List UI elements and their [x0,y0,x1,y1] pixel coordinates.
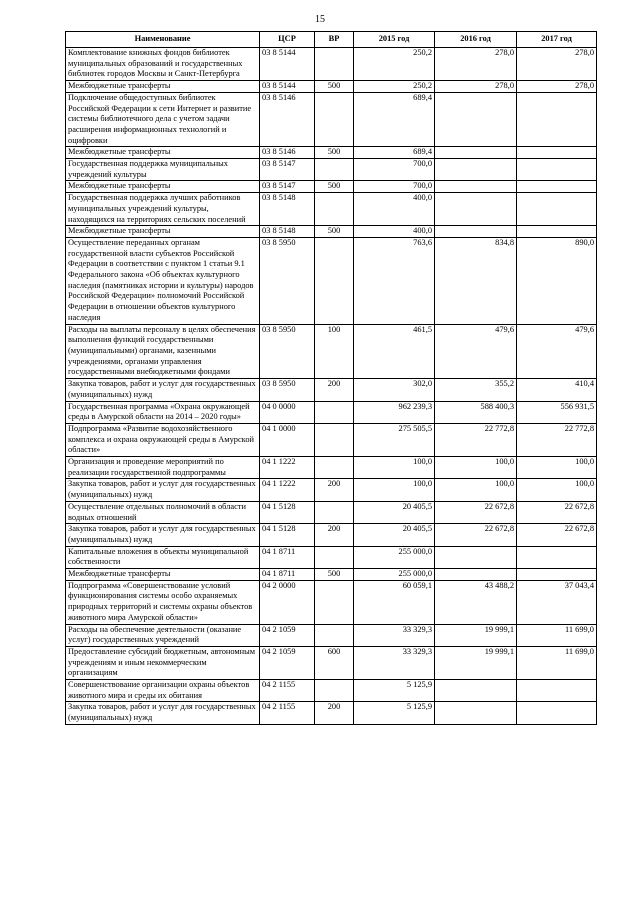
cell-vr: 200 [315,479,354,501]
cell-name: Подпрограмма «Совершенствование условий функционирования системы особо охраняемых природных территорий и системы охраны объектов животного мира Амурской области» [66,580,260,624]
cell-vr [315,159,354,181]
cell-name: Государственная поддержка лучших работников муниципальных учреждений культуры, находящихся на территориях сельских поселений [66,193,260,226]
cell-2017 [517,193,597,226]
header-csr: ЦСР [260,32,315,48]
table-row [66,546,597,568]
table-row [66,237,597,324]
header-2017: 2017 год [517,32,597,48]
table-row [66,501,597,523]
cell-2015: 689,4 [354,147,435,159]
cell-csr: 04 0 0000 [260,401,315,423]
cell-vr [315,580,354,624]
cell-2015: 100,0 [354,479,435,501]
cell-2015: 763,6 [354,237,435,324]
cell-2015: 700,0 [354,181,435,193]
cell-name: Комплектование книжных фондов библиотек муниципальных образований и государственных библиотек городов Москвы и Санкт-Петербурга [66,48,260,81]
cell-2016: 278,0 [435,48,517,81]
cell-2017: 100,0 [517,457,597,479]
cell-csr: 04 2 1059 [260,624,315,646]
cell-2016 [435,159,517,181]
cell-name: Межбюджетные трансферты [66,147,260,159]
cell-2016 [435,193,517,226]
table-row [66,379,597,401]
cell-2017 [517,680,597,702]
page-number: 15 [315,14,325,25]
cell-2015: 5 125,9 [354,702,435,724]
cell-vr [315,501,354,523]
cell-2017: 479,6 [517,324,597,379]
cell-2017 [517,702,597,724]
cell-2017 [517,147,597,159]
cell-vr [315,193,354,226]
cell-name: Государственная программа «Охрана окружающей среды в Амурской области на 2014 – 2020 годы» [66,401,260,423]
table-row [66,147,597,159]
cell-name: Капитальные вложения в объекты муниципальной собственности [66,546,260,568]
cell-csr: 03 8 5147 [260,181,315,193]
cell-2017: 11 699,0 [517,646,597,679]
cell-2017 [517,181,597,193]
cell-csr: 03 8 5148 [260,193,315,226]
table-row [66,81,597,93]
cell-2015: 20 405,5 [354,524,435,546]
table-row [66,48,597,81]
cell-vr: 500 [315,181,354,193]
cell-vr [315,546,354,568]
cell-2016 [435,702,517,724]
cell-2017: 22 672,8 [517,524,597,546]
cell-2016: 19 999,1 [435,646,517,679]
cell-2015: 461,5 [354,324,435,379]
cell-2016: 355,2 [435,379,517,401]
cell-vr [315,457,354,479]
cell-2016: 834,8 [435,237,517,324]
table-row [66,569,597,581]
cell-vr [315,680,354,702]
cell-2015: 302,0 [354,379,435,401]
cell-name: Расходы на обеспечение деятельности (оказание услуг) государственных учреждений [66,624,260,646]
cell-2017: 278,0 [517,81,597,93]
cell-vr: 200 [315,702,354,724]
cell-2016 [435,92,517,147]
cell-csr: 04 1 5128 [260,524,315,546]
cell-2016: 22 772,8 [435,423,517,456]
cell-vr [315,92,354,147]
cell-name: Расходы на выплаты персоналу в целях обеспечения выполнения функций государственными (муниципальными) органами, казенными учреждениями, органами управления государственными внебюджетными фондами [66,324,260,379]
table-row [66,193,597,226]
header-vr: ВР [315,32,354,48]
table-row [66,92,597,147]
cell-2017: 278,0 [517,48,597,81]
cell-name: Подпрограмма «Развитие водохозяйственного комплекса и охрана окружающей среды в Амурской области» [66,423,260,456]
cell-2015: 400,0 [354,193,435,226]
cell-2017 [517,226,597,238]
cell-vr: 500 [315,81,354,93]
table-row [66,181,597,193]
cell-name: Предоставление субсидий бюджетным, автономным учреждениям и иным некоммерческим организациям [66,646,260,679]
cell-2017 [517,569,597,581]
cell-vr [315,401,354,423]
table-row [66,159,597,181]
cell-csr: 03 8 5950 [260,237,315,324]
table-row [66,457,597,479]
cell-2015: 33 329,3 [354,624,435,646]
cell-csr: 03 8 5144 [260,81,315,93]
cell-csr: 03 8 5146 [260,147,315,159]
cell-2016: 22 672,8 [435,501,517,523]
cell-2015: 700,0 [354,159,435,181]
cell-name: Организация и проведение мероприятий по реализации государственной подпрограммы [66,457,260,479]
cell-csr: 04 1 1222 [260,457,315,479]
cell-2016: 43 488,2 [435,580,517,624]
cell-2016 [435,546,517,568]
cell-2016 [435,569,517,581]
table-row [66,624,597,646]
cell-2016 [435,680,517,702]
cell-2016 [435,226,517,238]
table-row [66,324,597,379]
cell-name: Межбюджетные трансферты [66,181,260,193]
cell-2016 [435,147,517,159]
cell-2016: 19 999,1 [435,624,517,646]
cell-name: Закупка товаров, работ и услуг для государственных (муниципальных) нужд [66,479,260,501]
cell-vr: 200 [315,524,354,546]
cell-vr: 200 [315,379,354,401]
cell-2016: 22 672,8 [435,524,517,546]
cell-2017 [517,546,597,568]
cell-2016: 479,6 [435,324,517,379]
cell-name: Государственная поддержка муниципальных учреждений культуры [66,159,260,181]
cell-name: Осуществление переданных органам государственной власти субъектов Российской Федерации в соответствии с пунктом 1 статьи 9.1 Федерального закона «Об объектах культурного наследия (памятниках истории и культуры) народов Российской Федерации» полномочий Российской Федерации в отношении объектов культурного наследия [66,237,260,324]
cell-2015: 5 125,9 [354,680,435,702]
cell-vr [315,423,354,456]
cell-2017 [517,159,597,181]
cell-2017: 556 931,5 [517,401,597,423]
cell-2015: 250,2 [354,81,435,93]
cell-csr: 04 1 0000 [260,423,315,456]
cell-2015: 100,0 [354,457,435,479]
table-row [66,646,597,679]
header-2015: 2015 год [354,32,435,48]
table-body [66,48,597,725]
cell-name: Межбюджетные трансферты [66,226,260,238]
cell-csr: 03 8 5148 [260,226,315,238]
cell-2017 [517,92,597,147]
table-row [66,702,597,724]
cell-csr: 04 1 8711 [260,569,315,581]
cell-2017: 37 043,4 [517,580,597,624]
cell-2016: 588 400,3 [435,401,517,423]
table-row [66,479,597,501]
cell-csr: 04 1 5128 [260,501,315,523]
cell-2015: 255 000,0 [354,569,435,581]
cell-csr: 04 2 0000 [260,580,315,624]
table-header-row [66,32,597,48]
cell-name: Закупка товаров, работ и услуг для государственных (муниципальных) нужд [66,524,260,546]
table-row [66,226,597,238]
cell-vr [315,48,354,81]
cell-csr: 03 8 5144 [260,48,315,81]
cell-2015: 962 239,3 [354,401,435,423]
cell-2017: 890,0 [517,237,597,324]
cell-name: Межбюджетные трансферты [66,569,260,581]
cell-name: Подключение общедоступных библиотек Российской Федерации к сети Интернет и развитие системы библиотечного дела с учетом задачи расширения информационных технологий и оцифровки [66,92,260,147]
header-2016: 2016 год [435,32,517,48]
cell-2015: 60 059,1 [354,580,435,624]
cell-2017: 22 772,8 [517,423,597,456]
cell-2016: 100,0 [435,479,517,501]
cell-csr: 04 2 1155 [260,680,315,702]
table-row [66,680,597,702]
cell-csr: 04 2 1155 [260,702,315,724]
cell-vr [315,237,354,324]
cell-vr: 600 [315,646,354,679]
table-row [66,580,597,624]
cell-2017: 11 699,0 [517,624,597,646]
table-row [66,401,597,423]
cell-csr: 03 8 5950 [260,324,315,379]
cell-vr: 500 [315,569,354,581]
table-row [66,423,597,456]
cell-2015: 255 000,0 [354,546,435,568]
cell-2016 [435,181,517,193]
cell-name: Совершенствование организации охраны объектов животного мира и среды их обитания [66,680,260,702]
cell-csr: 03 8 5147 [260,159,315,181]
cell-vr [315,624,354,646]
cell-2015: 400,0 [354,226,435,238]
cell-2017: 410,4 [517,379,597,401]
table-row [66,524,597,546]
cell-2017: 100,0 [517,479,597,501]
cell-2015: 250,2 [354,48,435,81]
cell-2015: 689,4 [354,92,435,147]
cell-vr: 100 [315,324,354,379]
cell-name: Межбюджетные трансферты [66,81,260,93]
cell-csr: 04 1 1222 [260,479,315,501]
cell-2015: 33 329,3 [354,646,435,679]
cell-name: Осуществление отдельных полномочий в области водных отношений [66,501,260,523]
cell-csr: 04 2 1059 [260,646,315,679]
cell-2015: 20 405,5 [354,501,435,523]
cell-2015: 275 505,5 [354,423,435,456]
cell-2016: 100,0 [435,457,517,479]
cell-vr: 500 [315,226,354,238]
cell-csr: 04 1 8711 [260,546,315,568]
cell-name: Закупка товаров, работ и услуг для государственных (муниципальных) нужд [66,379,260,401]
budget-table [65,31,597,725]
cell-vr: 500 [315,147,354,159]
header-name: Наименование [66,32,260,48]
cell-2016: 278,0 [435,81,517,93]
cell-2017: 22 672,8 [517,501,597,523]
cell-csr: 03 8 5950 [260,379,315,401]
cell-name: Закупка товаров, работ и услуг для государственных (муниципальных) нужд [66,702,260,724]
cell-csr: 03 8 5146 [260,92,315,147]
